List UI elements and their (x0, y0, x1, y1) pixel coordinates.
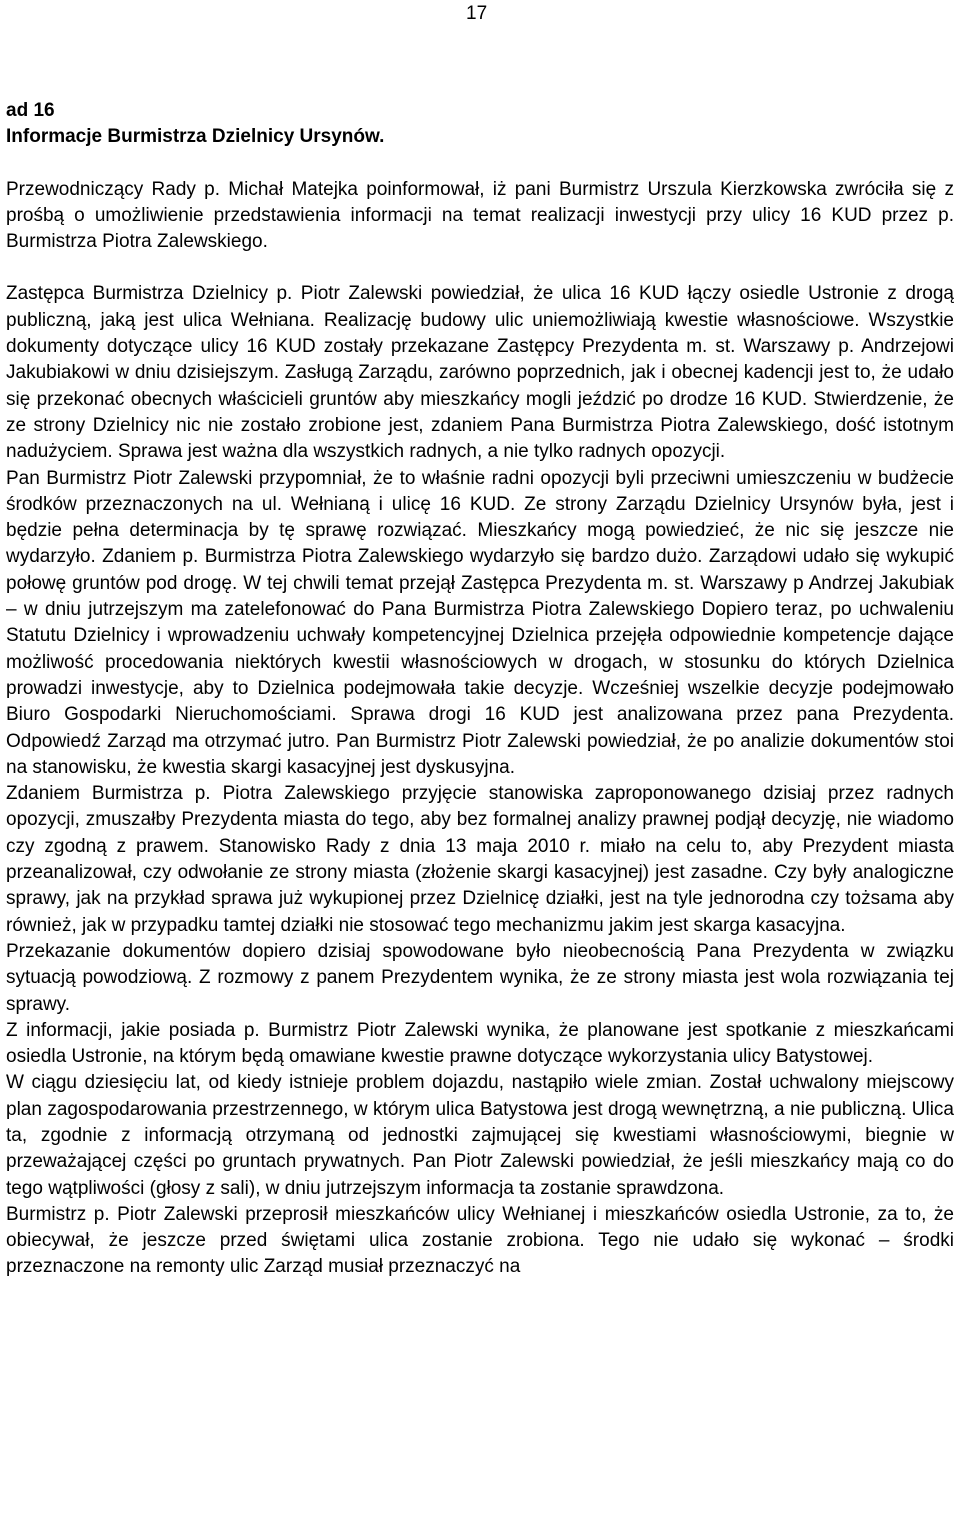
paragraph-apology: Burmistrz p. Piotr Zalewski przeprosił mieszkańców ulicy Wełnianej i mieszkańców osiedla Ustronie, za to, że obiecywał, że jeszcze przed świętami ulica zostanie zrobiona. Tego nie udało się wykonać – środki przeznaczone na remonty ulic Zarząd musiał przeznaczyć na (6, 1203, 954, 1278)
paragraph-deputy-mayor: Zastępca Burmistrza Dzielnicy p. Piotr Zalewski powiedział, że ulica 16 KUD łączy osiedle Ustronie z drogą publiczną, jaką jest ulica Wełniana. Realizację budowy ulic uniemożliwiają kwestie własnościowe. Wszystkie dokumenty dotyczące ulicy 16 KUD zostały przekazane Zastępcy Prezydenta m. st. Warszawy p. Andrzejowi Jakubiakowi w dniu dzisiejszym. Zasługą Zarządu, zarówno poprzednich, jak i obecnej kadencji jest to, że udało się przekonać obecnych właścicieli gruntów aby mieszkańcy mogli jeździć po drodze 16 KUD. Stwierdzenie, że ze strony Dzielnicy nic nie zostało zrobione jest, zdaniem Pana Burmistrza Piotra Zalewskiego, dość istotnym nadużyciem. Sprawa jest ważna dla wszystkich radnych, a nie tylko radnych opozycji. (6, 283, 954, 463)
paragraph-intro: Przewodniczący Rady p. Michał Matejka poinformował, iż pani Burmistrz Urszula Kierzkowska zwróciła się z prośbą o umożliwienie przedstawienia informacji na temat realizacji inwestycji przy ulicy 16 KUD przez p. Burmistrza Piotra Zalewskiego. (6, 178, 954, 253)
paragraph-council-position: Zdaniem Burmistrza p. Piotra Zalewskiego przyjęcie stanowiska zaproponowanego dzisiaj przez radnych opozycji, zmuszałby Prezydenta miasta do tego, aby bez formalnej analizy prawnej podjął decyzję, nie wiadomo czy zgodną z prawem. Stanowisko Rady z dnia 13 maja 2010 r. miało na celu to, aby Prezydent miasta przeanalizował, czy odwołanie ze strony miasta (złożenie skargi kasacyjnej) jest zasadne. Czy były analogiczne sprawy, jak na przykład sprawa już wykupionej przez Dzielnicę działki, jest na tyle jednorodna czy tożsama aby również, jak w przypadku tamtej działki nie stosować tego mechanizmu jakim jest skarga kasacyjna. (6, 783, 954, 936)
paragraph-changes: W ciągu dziesięciu lat, od kiedy istnieje problem dojazdu, nastąpiło wiele zmian. Został uchwalony miejscowy plan zagospodarowania przestrzennego, w którym ulica Batystowa jest drogą wewnętrzną, a nie publiczną. Ulica ta, zgodnie z informacją otrzymaną od jednostki zajmującej się kwestiami własnościowymi, biegnie w przeważającej części po gruntach prywatnych. Pan Piotr Zalewski powiedział, że jeśli mieszkańcy mają co do tego wątpliwości (głosy z sali), w dniu jutrzejszym informacja ta zostanie sprawdzona. (6, 1072, 954, 1199)
agenda-item-number: ad 16 (6, 100, 55, 121)
paragraph-documents: Przekazanie dokumentów dopiero dzisiaj spowodowane było nieobecnością Pana Prezydenta w związku sytuacją powodziową. Z rozmowy z panem Prezydentem wynika, że ze strony miasta jest wola rozwiązania tej sprawy. (6, 940, 954, 1015)
document-body (6, 98, 954, 1281)
page-number: 17 (466, 3, 488, 24)
paragraph-opposition: Pan Burmistrz Piotr Zalewski przypomniał, że to właśnie radni opozycji byli przeciwni umieszczeniu w budżecie środków przeznaczonych na ul. Wełnianą i ulicę 16 KUD. Ze strony Zarządu Dzielnicy Ursynów była, jest i będzie pełna determinacja by tę sprawę rozwiązać. Mieszkańcy mogą powiedzieć, że nic się jeszcze nie wydarzyło. Zdaniem p. Burmistrza Piotra Zalewskiego wydarzyło się bardzo dużo. Zarządowi udało się wykupić połowę gruntów pod drogę. W tej chwili temat przejął Zastępca Prezydenta m. st. Warszawy p Andrzej Jakubiak – w dniu jutrzejszym ma zatelefonować do Pana Burmistrza Piotra Zalewskiego Dopiero teraz, po uchwaleniu Statutu Dzielnicy i wprowadzeniu uchwały kompetencyjnej Dzielnica przejęła odpowiednie kompetencje dające możliwość procedowania niektórych kwestii własnościowych w drogach, w stosunku do których Dzielnica prowadzi inwestycje, aby to Dzielnica podejmowała takie decyzje. Wcześniej wszelkie decyzje podejmowało Biuro Gospodarki Nieruchomościami. Sprawa drogi 16 KUD jest analizowana przez pana Prezydenta. Odpowiedź Zarząd ma otrzymać jutro. Pan Burmistrz Piotr Zalewski powiedział, że po analizie dokumentów stoi na stanowisku, że kwestia skargi kasacyjnej jest dyskusyjna. (6, 467, 954, 778)
section-title: Informacje Burmistrza Dzielnicy Ursynów. (6, 126, 385, 148)
paragraph-meeting: Z informacji, jakie posiada p. Burmistrz Piotr Zalewski wynika, że planowane jest spotkanie z mieszkańcami osiedla Ustronie, na którym będą omawiane kwestie prawne dotyczące wykorzystania ulicy Batystowej. (6, 1019, 954, 1068)
